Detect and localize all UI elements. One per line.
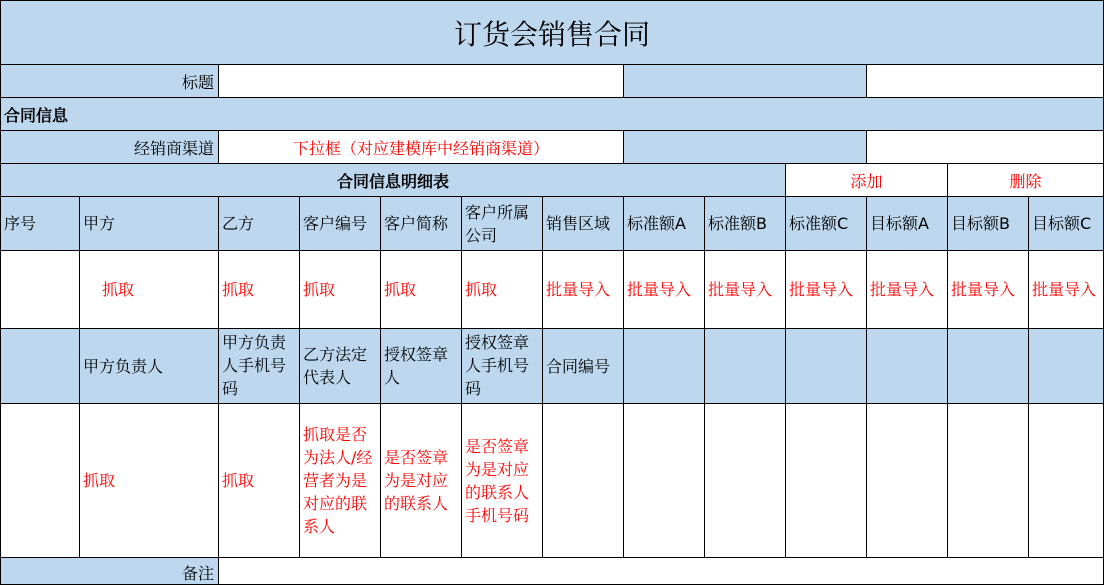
cell-r2-blank[interactable] bbox=[867, 404, 948, 558]
col-header-customer-short: 客户简称 bbox=[381, 197, 462, 251]
dealer-channel-select[interactable]: 下拉框（对应建模库中经销商渠道） bbox=[219, 131, 624, 164]
col-header-customer-code: 客户编号 bbox=[300, 197, 381, 251]
col-header-index: 序号 bbox=[0, 197, 80, 251]
section-contract-info: 合同信息 bbox=[0, 98, 1104, 131]
cell-r1-party-b[interactable]: 抓取 bbox=[219, 251, 300, 329]
page-title: 订货会销售合同 bbox=[0, 0, 1104, 65]
cell-r1-customer-company[interactable]: 抓取 bbox=[462, 251, 543, 329]
cell-r2-party-b-legal-rep[interactable]: 抓取是否为法人/经营者为是对应的联系人 bbox=[300, 404, 381, 558]
col-header-contract-number: 合同编号 bbox=[543, 329, 624, 404]
cell-r2-blank[interactable] bbox=[786, 404, 867, 558]
col-header2-index bbox=[0, 329, 80, 404]
cell-r1-customer-code[interactable]: 抓取 bbox=[300, 251, 381, 329]
cell-r1-sales-region[interactable]: 批量导入 bbox=[543, 251, 624, 329]
col-header-target-a: 目标额A bbox=[867, 197, 948, 251]
col-header-sales-region: 销售区域 bbox=[543, 197, 624, 251]
delete-row-button[interactable]: 删除 bbox=[948, 164, 1104, 197]
cell-r1-customer-short[interactable]: 抓取 bbox=[381, 251, 462, 329]
remarks-label: 备注 bbox=[0, 558, 219, 585]
cell-r1-standard-c[interactable]: 批量导入 bbox=[786, 251, 867, 329]
col-header-standard-a: 标准额A bbox=[624, 197, 705, 251]
cell-r2-contract-number[interactable] bbox=[543, 404, 624, 558]
col-header-party-a-manager: 甲方负责人 bbox=[80, 329, 219, 404]
cell-r2-authorized-signer-phone[interactable]: 是否签章为是对应的联系人手机号码 bbox=[462, 404, 543, 558]
remarks-input[interactable] bbox=[219, 558, 1104, 585]
title-row-filler bbox=[624, 65, 867, 98]
dealer-row-filler bbox=[624, 131, 867, 164]
col-header-standard-b: 标准额B bbox=[705, 197, 786, 251]
col-header-customer-company: 客户所属公司 bbox=[462, 197, 543, 251]
cell-r2-blank[interactable] bbox=[1029, 404, 1104, 558]
col-header2-blank bbox=[786, 329, 867, 404]
title-row-blank bbox=[867, 65, 1104, 98]
dealer-channel-label: 经销商渠道 bbox=[0, 131, 219, 164]
col-header-target-c: 目标额C bbox=[1029, 197, 1104, 251]
title-label: 标题 bbox=[0, 65, 219, 98]
cell-r1-standard-b[interactable]: 批量导入 bbox=[705, 251, 786, 329]
col-header-party-a: 甲方 bbox=[80, 197, 219, 251]
col-header2-blank bbox=[705, 329, 786, 404]
cell-r1-party-a[interactable]: 抓取 bbox=[80, 251, 219, 329]
col-header-target-b: 目标额B bbox=[948, 197, 1029, 251]
cell-r1-index[interactable] bbox=[0, 251, 80, 329]
detail-table-title: 合同信息明细表 bbox=[0, 164, 786, 197]
cell-r2-blank[interactable] bbox=[705, 404, 786, 558]
col-header2-blank bbox=[624, 329, 705, 404]
add-row-button[interactable]: 添加 bbox=[786, 164, 948, 197]
cell-r2-authorized-signer[interactable]: 是否签章为是对应的联系人 bbox=[381, 404, 462, 558]
col-header-party-b: 乙方 bbox=[219, 197, 300, 251]
cell-r2-blank[interactable] bbox=[948, 404, 1029, 558]
col-header-authorized-signer: 授权签章人 bbox=[381, 329, 462, 404]
col-header-standard-c: 标准额C bbox=[786, 197, 867, 251]
col-header2-blank bbox=[1029, 329, 1104, 404]
col-header-authorized-signer-phone: 授权签章人手机号码 bbox=[462, 329, 543, 404]
cell-r2-index[interactable] bbox=[0, 404, 80, 558]
col-header-party-a-manager-phone: 甲方负责人手机号码 bbox=[219, 329, 300, 404]
col-header2-blank bbox=[867, 329, 948, 404]
dealer-row-blank bbox=[867, 131, 1104, 164]
cell-r1-target-a[interactable]: 批量导入 bbox=[867, 251, 948, 329]
cell-r2-party-a-manager[interactable]: 抓取 bbox=[80, 404, 219, 558]
col-header2-blank bbox=[948, 329, 1029, 404]
cell-r1-target-b[interactable]: 批量导入 bbox=[948, 251, 1029, 329]
cell-r2-blank[interactable] bbox=[624, 404, 705, 558]
cell-r1-standard-a[interactable]: 批量导入 bbox=[624, 251, 705, 329]
title-input[interactable] bbox=[219, 65, 624, 98]
cell-r1-target-c[interactable]: 批量导入 bbox=[1029, 251, 1104, 329]
col-header-party-b-legal-rep: 乙方法定代表人 bbox=[300, 329, 381, 404]
cell-r2-party-a-manager-phone[interactable]: 抓取 bbox=[219, 404, 300, 558]
